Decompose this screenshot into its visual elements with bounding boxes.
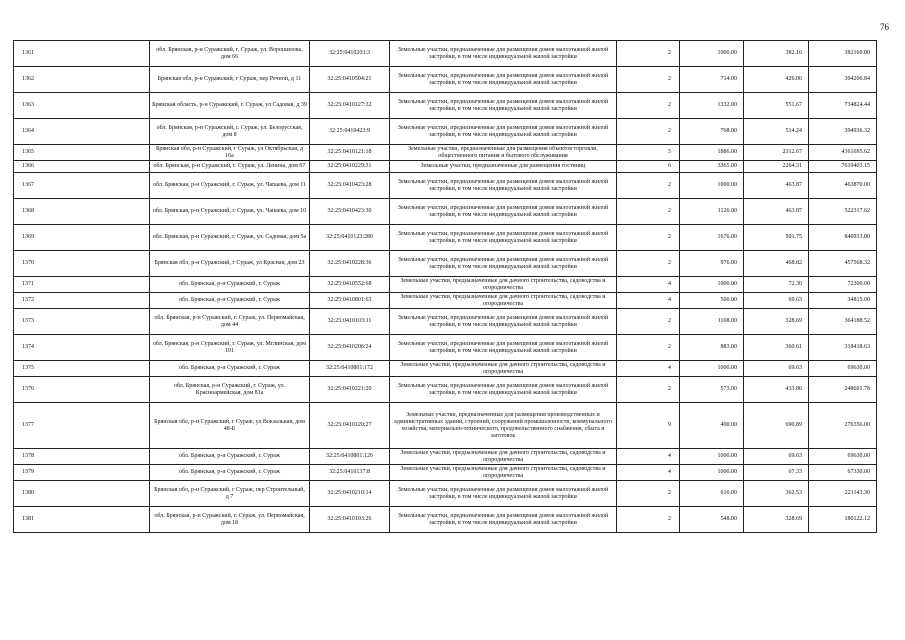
area-cell: 3365.00 <box>680 161 744 173</box>
row-number: 1381 <box>14 507 150 533</box>
specific-value-cell: 501.75 <box>744 225 809 251</box>
table-row <box>14 309 877 335</box>
land-use-cell: Земельные участки, предназначенные для размещения домов малоэтажной жилой застройки, в том числе индивидуальной жилой застройки <box>390 507 617 533</box>
land-use-cell: Земельные участки, предназначенные для размещения домов малоэтажной жилой застройки, в том числе индивидуальной жилой застройки <box>390 173 617 199</box>
cadastral-number-cell: 32:25:0410801:63 <box>310 293 390 309</box>
cadastral-number-cell: 32:25:0410552:68 <box>310 277 390 293</box>
row-number: 1377 <box>14 403 150 449</box>
row-number: 1363 <box>14 93 150 119</box>
address-cell: обл. Брянская, р-н Суражский, г. Сураж, ул. Красноармейская, дом 81а <box>150 377 310 403</box>
area-cell: 714.00 <box>680 67 744 93</box>
area-cell: 573.00 <box>680 377 744 403</box>
area-cell: 500.00 <box>680 293 744 309</box>
row-number: 1366 <box>14 161 150 173</box>
cadastral-number-cell: 32:25:0410229:31 <box>310 161 390 173</box>
land-use-cell: Земельные участки, предназначенные для дачного строительства, садоводства и огородничества <box>390 293 617 309</box>
table-row <box>14 251 877 277</box>
area-cell: 768.00 <box>680 119 744 145</box>
cadastral-value-cell: 840933.00 <box>809 225 877 251</box>
cadastral-value-cell: 4361695.62 <box>809 145 877 161</box>
specific-value-cell: 433.86 <box>744 377 809 403</box>
cadastral-value-cell: 72300.00 <box>809 277 877 293</box>
land-use-cell: Земельные участки, предназначенные для размещения домов малоэтажной жилой застройки, в том числе индивидуальной жилой застройки <box>390 119 617 145</box>
land-use-cell: Земельные участки, предназначенные для размещения домов малоэтажной жилой застройки, в том числе индивидуальной жилой застройки <box>390 199 617 225</box>
table-row <box>14 145 877 161</box>
group-cell: 2 <box>617 251 680 277</box>
area-cell: 1000.00 <box>680 277 744 293</box>
table-row <box>14 119 877 145</box>
specific-value-cell: 69.63 <box>744 361 809 377</box>
cadastral-value-cell: 522317.62 <box>809 199 877 225</box>
area-cell: 1000.00 <box>680 449 744 465</box>
cadastral-value-cell: 304206.84 <box>809 67 877 93</box>
address-cell: обл. Брянская, р-н Суражский, г. Сураж, ул. Чапаева, дом 11 <box>150 173 310 199</box>
address-cell: Брянская область, р-н Суражский, г. Сураж, ул Садовая, д 39 <box>150 93 310 119</box>
specific-value-cell: 2312.67 <box>744 145 809 161</box>
table-row <box>14 41 877 67</box>
area-cell: 883.00 <box>680 335 744 361</box>
table-row <box>14 67 877 93</box>
row-number: 1373 <box>14 309 150 335</box>
cadastral-value-table <box>13 40 877 533</box>
group-cell: 5 <box>617 145 680 161</box>
group-cell: 4 <box>617 277 680 293</box>
cadastral-number-cell: 32:25:0410127:32 <box>310 93 390 119</box>
group-cell: 2 <box>617 67 680 93</box>
specific-value-cell: 514.24 <box>744 119 809 145</box>
specific-value-cell: 551.67 <box>744 93 809 119</box>
row-number: 1371 <box>14 277 150 293</box>
address-cell: Брянская обл, р-н Суражский, г Сураж, ул Октябрьская, д 16а <box>150 145 310 161</box>
address-cell: обл. Брянская, р-н Суражский, г. Сураж, ул. Белорусская, дом 8 <box>150 119 310 145</box>
group-cell: 4 <box>617 361 680 377</box>
address-cell: обл. Брянская, р-н Суражский, г. Сураж, ул. Мглинская, дом 101 <box>150 335 310 361</box>
group-cell: 2 <box>617 119 680 145</box>
row-number: 1365 <box>14 145 150 161</box>
cadastral-value-cell: 67330.00 <box>809 465 877 481</box>
address-cell: обл. Брянская, р-н Суражский, г. Сураж, ул. Ленина, дом 67 <box>150 161 310 173</box>
land-use-cell: Земельные участки, предназначенные для размещения домов малоэтажной жилой застройки, в том числе индивидуальной жилой застройки <box>390 335 617 361</box>
cadastral-value-cell: 69630.00 <box>809 361 877 377</box>
area-cell: 400.00 <box>680 403 744 449</box>
group-cell: 2 <box>617 377 680 403</box>
group-cell: 2 <box>617 41 680 67</box>
area-cell: 1000.00 <box>680 361 744 377</box>
specific-value-cell: 67.33 <box>744 465 809 481</box>
address-cell: обл. Брянская, р-н Суражский, г. Сураж, ул. Чапаева, дом 10 <box>150 199 310 225</box>
specific-value-cell: 468.82 <box>744 251 809 277</box>
row-number: 1370 <box>14 251 150 277</box>
group-cell: 9 <box>617 403 680 449</box>
address-cell: обл. Брянская, р-н Суражский, г. Сураж <box>150 465 310 481</box>
land-use-cell: Земельные участки, предназначенные для дачного строительства, садоводства и огородничества <box>390 361 617 377</box>
area-cell: 1000.00 <box>680 41 744 67</box>
area-cell: 1000.00 <box>680 173 744 199</box>
cadastral-number-cell: 32:25:0410423:28 <box>310 173 390 199</box>
group-cell: 2 <box>617 173 680 199</box>
land-use-cell: Земельные участки, предназначенные для дачного строительства, садоводства и огородничества <box>390 449 617 465</box>
land-use-cell: Земельные участки, предназначенные для размещения объектов торговли, общественного питания и бытового обслуживания <box>390 145 617 161</box>
group-cell: 2 <box>617 481 680 507</box>
address-cell: обл. Брянская, р-н Суражский, г. Сураж <box>150 277 310 293</box>
cadastral-value-cell: 276356.00 <box>809 403 877 449</box>
table-row <box>14 225 877 251</box>
group-cell: 4 <box>617 293 680 309</box>
row-number: 1375 <box>14 361 150 377</box>
address-cell: обл. Брянская, р-н Суражский, г. Сураж <box>150 361 310 377</box>
table-row <box>14 93 877 119</box>
cadastral-number-cell: 32:25:0410228:36 <box>310 251 390 277</box>
specific-value-cell: 362.53 <box>744 481 809 507</box>
row-number: 1367 <box>14 173 150 199</box>
cadastral-value-cell: 69630.00 <box>809 449 877 465</box>
cadastral-value-cell: 7619403.15 <box>809 161 877 173</box>
area-cell: 548.00 <box>680 507 744 533</box>
table-row <box>14 507 877 533</box>
table-row <box>14 361 877 377</box>
area-cell: 610.00 <box>680 481 744 507</box>
cadastral-number-cell: 32:25:0410103:26 <box>310 507 390 533</box>
cadastral-value-cell: 318418.63 <box>809 335 877 361</box>
cadastral-value-cell: 248601.78 <box>809 377 877 403</box>
row-number: 1374 <box>14 335 150 361</box>
cadastral-number-cell: 32:25:0410504:21 <box>310 67 390 93</box>
area-cell: 1332.00 <box>680 93 744 119</box>
land-use-cell: Земельные участки, предназначенные для размещения домов малоэтажной жилой застройки, в том числе индивидуальной жилой застройки <box>390 377 617 403</box>
group-cell: 6 <box>617 161 680 173</box>
cadastral-number-cell: 32:25:0410206:24 <box>310 335 390 361</box>
table-row <box>14 293 877 309</box>
table-row <box>14 449 877 465</box>
page-number: 76 <box>880 22 889 32</box>
row-number: 1369 <box>14 225 150 251</box>
land-use-cell: Земельные участки, предназначенные для размещения домов малоэтажной жилой застройки, в том числе индивидуальной жилой застройки <box>390 251 617 277</box>
cadastral-value-cell: 382160.00 <box>809 41 877 67</box>
cadastral-number-cell: 32:25:0410210:14 <box>310 481 390 507</box>
cadastral-number-cell: 32:25:0410123:280 <box>310 225 390 251</box>
specific-value-cell: 69.63 <box>744 449 809 465</box>
land-use-cell: Земельные участки, предназначенные для размещения домов малоэтажной жилой застройки, в том числе индивидуальной жилой застройки <box>390 225 617 251</box>
table-row <box>14 465 877 481</box>
cadastral-number-cell: 32:25:0410120:27 <box>310 403 390 449</box>
cadastral-value-cell: 457568.32 <box>809 251 877 277</box>
group-cell: 2 <box>617 225 680 251</box>
cadastral-number-cell: 32:25:0410203:3 <box>310 41 390 67</box>
row-number: 1378 <box>14 449 150 465</box>
row-number: 1376 <box>14 377 150 403</box>
cadastral-number-cell: 32:25:0410221:20 <box>310 377 390 403</box>
table-row <box>14 173 877 199</box>
table-row <box>14 335 877 361</box>
table-row <box>14 403 877 449</box>
land-use-cell: Земельные участки, предназначенные для размещения домов малоэтажной жилой застройки, в том числе индивидуальной жилой застройки <box>390 93 617 119</box>
address-cell: обл. Брянская, р-н Суражский, г. Сураж, ул. Первомайская, дом 44 <box>150 309 310 335</box>
specific-value-cell: 72.30 <box>744 277 809 293</box>
specific-value-cell: 360.61 <box>744 335 809 361</box>
table-row <box>14 481 877 507</box>
address-cell: Брянская обл, р-н Суражский, г Сураж, ул Красная, дом 23 <box>150 251 310 277</box>
area-cell: 1000.00 <box>680 465 744 481</box>
area-cell: 976.00 <box>680 251 744 277</box>
row-number: 1368 <box>14 199 150 225</box>
cadastral-number-cell: 32:25:0410423:9 <box>310 119 390 145</box>
specific-value-cell: 690.89 <box>744 403 809 449</box>
cadastral-number-cell: 32:25:0410121:18 <box>310 145 390 161</box>
row-number: 1372 <box>14 293 150 309</box>
land-use-cell: Земельные участки, предназначенные для размещения гостиниц <box>390 161 617 173</box>
area-cell: 1676.00 <box>680 225 744 251</box>
row-number: 1364 <box>14 119 150 145</box>
area-cell: 1126.00 <box>680 199 744 225</box>
cadastral-value-cell: 180122.12 <box>809 507 877 533</box>
group-cell: 4 <box>617 465 680 481</box>
table-row <box>14 161 877 173</box>
area-cell: 1108.00 <box>680 309 744 335</box>
cadastral-value-cell: 463870.00 <box>809 173 877 199</box>
cadastral-value-cell: 221143.30 <box>809 481 877 507</box>
address-cell: обл. Брянская, р-н Суражский, г. Сураж, ул. Первомайская, дом 18 <box>150 507 310 533</box>
address-cell: обл. Брянская, р-н Суражский, г. Сураж, ул. Ворошилова, дом 66 <box>150 41 310 67</box>
cadastral-value-cell: 734824.44 <box>809 93 877 119</box>
cadastral-number-cell: 32:25:0410801:126 <box>310 449 390 465</box>
group-cell: 4 <box>617 449 680 465</box>
land-use-cell: Земельные участки, предназначенные для размещения домов малоэтажной жилой застройки, в том числе индивидуальной жилой застройки <box>390 309 617 335</box>
cadastral-number-cell: 32:25:0410137:8 <box>310 465 390 481</box>
specific-value-cell: 463.87 <box>744 173 809 199</box>
land-use-cell: Земельные участки, предназначенные для дачного строительства, садоводства и огородничества <box>390 277 617 293</box>
cadastral-value-cell: 364188.52 <box>809 309 877 335</box>
land-use-cell: Земельные участки, предназначенные для размещения домов малоэтажной жилой застройки, в том числе индивидуальной жилой застройки <box>390 67 617 93</box>
row-number: 1362 <box>14 67 150 93</box>
row-number: 1380 <box>14 481 150 507</box>
land-use-cell: Земельные участки, предназначенные для размещения домов малоэтажной жилой застройки, в том числе индивидуальной жилой застройки <box>390 481 617 507</box>
row-number: 1361 <box>14 41 150 67</box>
table-row <box>14 199 877 225</box>
group-cell: 2 <box>617 93 680 119</box>
specific-value-cell: 382.16 <box>744 41 809 67</box>
specific-value-cell: 2264.31 <box>744 161 809 173</box>
group-cell: 2 <box>617 335 680 361</box>
area-cell: 1886.00 <box>680 145 744 161</box>
cadastral-number-cell: 32:25:0410103:11 <box>310 309 390 335</box>
group-cell: 2 <box>617 309 680 335</box>
table-row <box>14 277 877 293</box>
cadastral-value-cell: 394936.32 <box>809 119 877 145</box>
land-use-cell: Земельные участки, предназначенные для размещения домов малоэтажной жилой застройки, в том числе индивидуальной жилой застройки <box>390 41 617 67</box>
row-number: 1379 <box>14 465 150 481</box>
address-cell: Брянская обл, р-н Суражский, г Сураж, пер Строительный, д 7 <box>150 481 310 507</box>
address-cell: обл. Брянская, р-н Суражский, г. Сураж <box>150 449 310 465</box>
land-use-cell: Земельные участки, предназначенные для размещения производственных и административных зданий, строений, сооружений промышленности, коммунального хозяйства, материально-технического, продовольственного снабжения, сбыта и заготовок <box>390 403 617 449</box>
group-cell: 2 <box>617 507 680 533</box>
address-cell: обл. Брянская, р-н Суражский, г. Сураж <box>150 293 310 309</box>
land-use-cell: Земельные участки, предназначенные для дачного строительства, садоводства и огородничества <box>390 465 617 481</box>
cadastral-value-cell: 34815.00 <box>809 293 877 309</box>
specific-value-cell: 69.63 <box>744 293 809 309</box>
specific-value-cell: 426.06 <box>744 67 809 93</box>
cadastral-number-cell: 32:25:0410423:30 <box>310 199 390 225</box>
table-row <box>14 377 877 403</box>
cadastral-number-cell: 32:25:0410801:172 <box>310 361 390 377</box>
specific-value-cell: 328.69 <box>744 309 809 335</box>
group-cell: 2 <box>617 199 680 225</box>
specific-value-cell: 463.87 <box>744 199 809 225</box>
address-cell: Брянская обл, р-н Суражский, г Сураж, ул Вокзальная, дом 48-Б <box>150 403 310 449</box>
address-cell: обл. Брянская, р-н Суражский, г. Сураж, ул. Садовая, дом 5а <box>150 225 310 251</box>
address-cell: Брянская обл, р-н Суражский, г Сураж, пер Речной, д 11 <box>150 67 310 93</box>
specific-value-cell: 328.69 <box>744 507 809 533</box>
